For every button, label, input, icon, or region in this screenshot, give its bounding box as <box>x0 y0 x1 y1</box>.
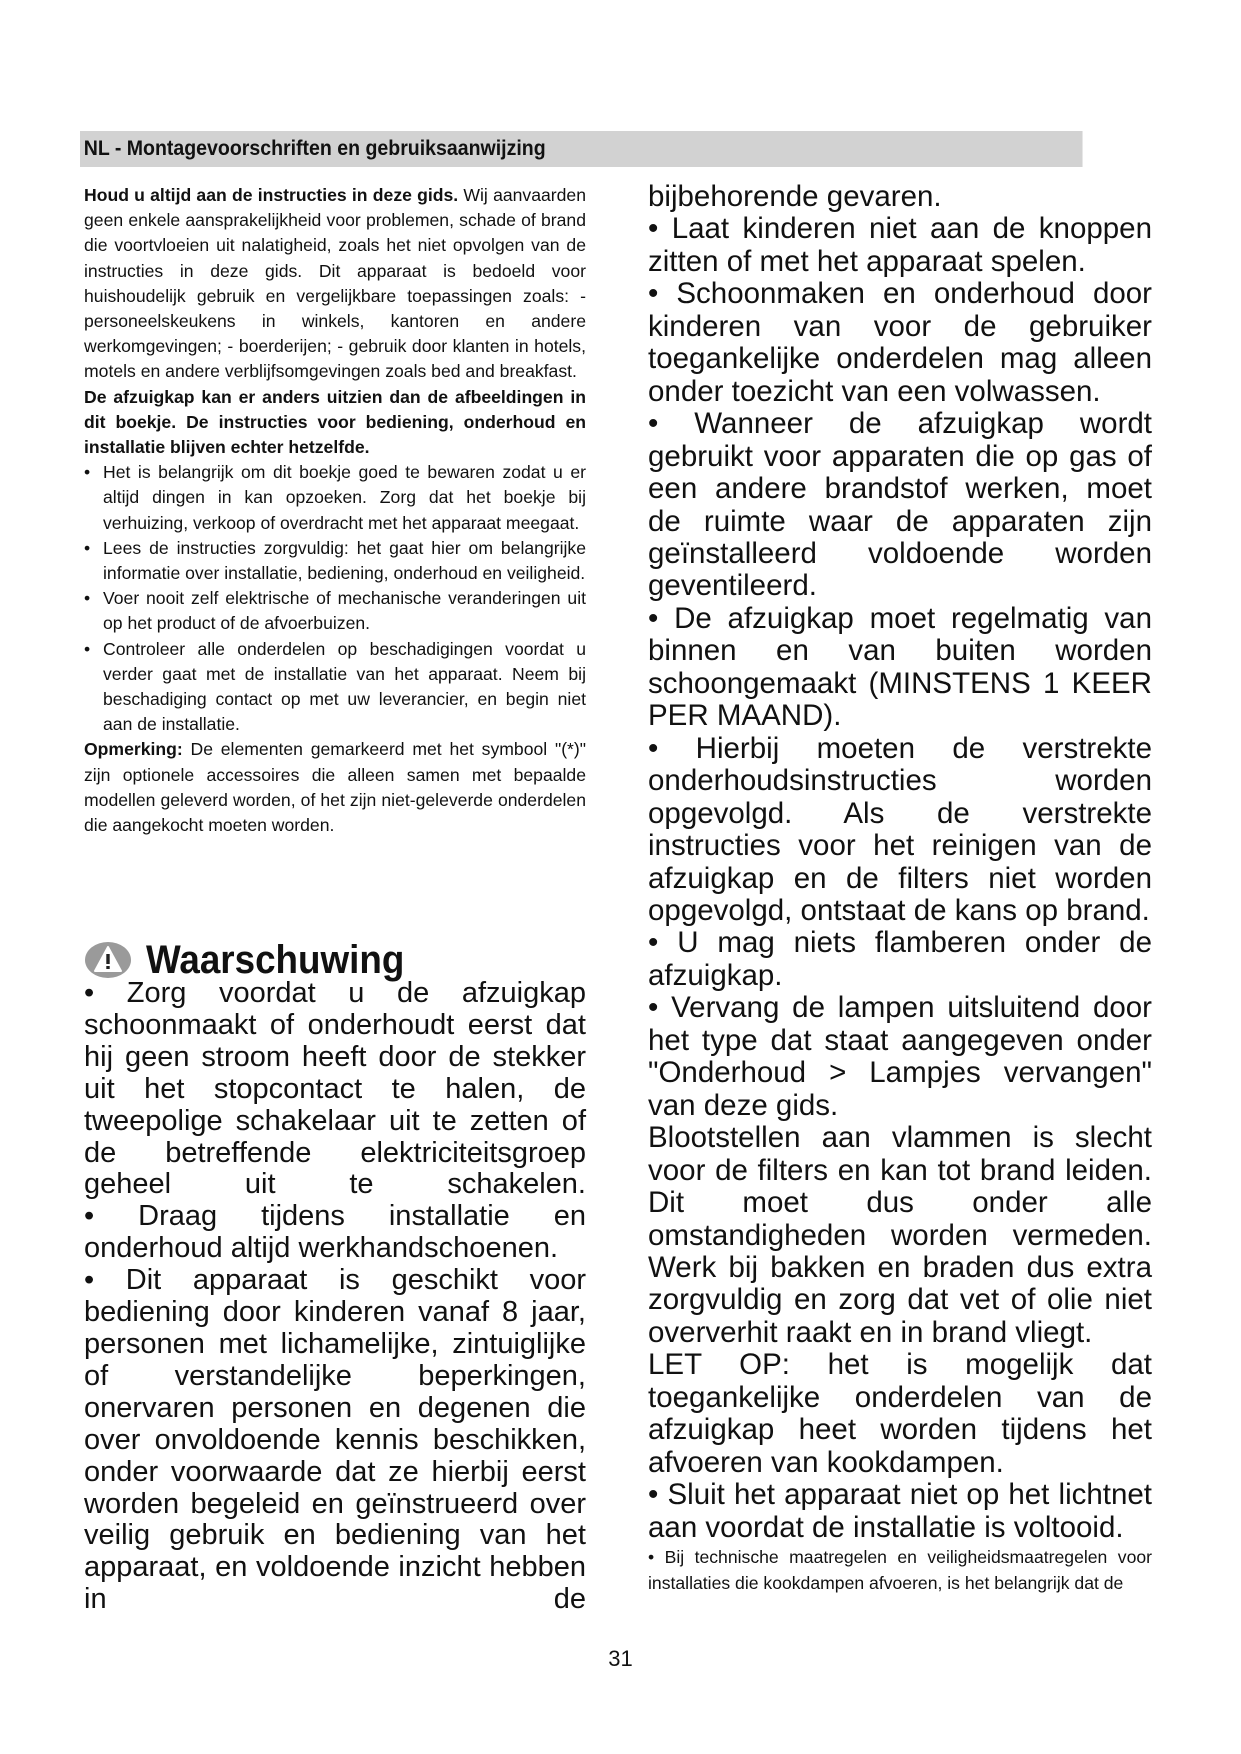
warning-paragraph: • Dit apparaat is geschikt voor bediening door kinderen vanaf 8 jaar, personen met lichamelijke, zintuiglijke of verstandelijke beperkingen, onervaren personen en degenen die over onvoldoende kennis beschikken, onder voorwaarde dat ze hierbij eerst worden begeleid en geïnstrueerd over veilig gebruik en bediening van het apparaat, en voldoende inzicht hebben in de <box>84 1264 586 1616</box>
warning-paragraph: • Sluit het apparaat niet op het lichtnet aan voordat de installatie is voltooid. <box>648 1478 1152 1544</box>
warning-paragraph: LET OP: het is mogelijk dat toegankelijke onderdelen van de afzuigkap heet worden tijdens het afvoeren van kookdampen. <box>648 1348 1152 1479</box>
warning-paragraph: • Wanneer de afzuigkap wordt gebruikt voor apparaten die op gas of een andere brandstof werken, moet de ruimte waar de apparaten zijn geïnstalleerd voldoende worden geventileerd. <box>648 407 1152 603</box>
warning-paragraph: • Draag tijdens installatie en onderhoud altijd werkhandschoenen. <box>84 1200 586 1265</box>
intro-paragraph <box>84 183 586 385</box>
warning-paragraph: Blootstellen aan vlammen is slecht voor de filters en kan tot brand leiden. Dit moet dus onder alle omstandigheden worden vermeden. Werk bij bakken en braden dus extra zorgvuldig en zorg dat vet of olie niet oververhit raakt en in brand vliegt. <box>648 1121 1152 1349</box>
intro-text: Wij aanvaarden geen enkele aansprakelijkheid voor problemen, schade of brand die voortvloeien uit nalatigheid, zoals het niet opvolgen van de instructies in deze gids. Dit apparaat is bedoeld voor huishoudelijk gebruik en vergelijkbare toepassingen zoals: - personeelskeukens in winkels, kantoren en andere werkomgevingen; - boerderijen; - gebruik door klanten in hotels, motels en andere verblijfsomgevingen zoals bed and breakfast. <box>84 185 587 382</box>
warning-left-column <box>84 978 586 1616</box>
intro-bold-lead: Houd u altijd aan de instructies in deze gids. <box>84 185 459 205</box>
warning-right-column <box>648 181 1152 1596</box>
warning-triangle-icon <box>84 940 132 980</box>
list-item: • Controleer alle onderdelen op beschadigingen voordat u verder gaat met de installatie van het apparaat. Neem bij beschadiging contact op met uw leverancier, en begin niet aan de installatie. <box>84 638 586 735</box>
warning-paragraph: • Hierbij moeten de verstrekte onderhoudsinstructies worden opgevolgd. Als de verstrekte instructies voor het reinigen van de afzuigkap en de filters niet worden opgevolgd, ontstaat de kans op brand. <box>648 731 1152 927</box>
remark-text: De elementen gemarkeerd met het symbool "(*)" zijn optionele accessoires die alleen samen met bepaalde modellen geleverd worden, of het zijn niet-geleverde onderdelen die aangekocht moeten worden. <box>84 739 587 836</box>
intro-bold-note: De afzuigkap kan er anders uitzien dan de afbeeldingen in dit boekje. De instructies voor bediening, onderhoud en installatie blijven echter hetzelfde. <box>84 386 586 458</box>
warning-paragraph: • Zorg voordat u de afzuigkap schoonmaakt of onderhoudt eerst dat hij geen stroom heeft door de stekker uit het stopcontact te halen, de tweepolige schakelaar uit te zetten of de betreffende elektriciteitsgroep geheel uit te schakelen. <box>84 977 586 1201</box>
warning-small-paragraph: • Bij technische maatregelen en veiligheidsmaatregelen voor installaties die kookdampen afvoeren, is het belangrijk dat de <box>648 1547 1152 1594</box>
list-item: • Lees de instructies zorgvuldig: het gaat hier om belangrijke informatie over installatie, bediening, onderhoud en veiligheid. <box>84 537 586 584</box>
warning-paragraph: • U mag niets flamberen onder de afzuigkap. <box>648 926 1152 992</box>
warning-title: Waarschuwing <box>146 938 405 982</box>
list-item: • Voer nooit zelf elektrische of mechanische veranderingen uit op het product of de afvoerbuizen. <box>84 588 586 634</box>
intro-bullet-list <box>84 460 586 737</box>
warning-paragraph: • Vervang de lampen uitsluitend door het type dat staat aangegeven onder "Onderhoud > Lampjes vervangen" van deze gids. <box>648 991 1152 1122</box>
intro-column <box>84 183 586 838</box>
warning-paragraph: • Schoonmaken en onderhoud door kinderen van voor de gebruiker toegankelijke onderdelen mag alleen onder toezicht van een volwassen. <box>648 277 1152 408</box>
list-item: • Het is belangrijk om dit boekje goed te bewaren zodat u er altijd dingen in kan opzoeken. Zorg dat het boekje bij verhuizing, verkoop of overdracht met het apparaat meegaat. <box>84 462 586 533</box>
warning-paragraph: • De afzuigkap moet regelmatig van binnen en van buiten worden schoongemaakt (MINSTENS 1 KEER PER MAAND). <box>648 601 1152 733</box>
remark-label: Opmerking: <box>84 739 183 760</box>
page-number: 31 <box>608 1646 633 1671</box>
section-header: NL - Montagevoorschriften en gebruiksaanwijzing <box>80 131 1083 167</box>
warning-paragraph: • Laat kinderen niet aan de knoppen zitten of met het apparaat spelen. <box>648 212 1152 278</box>
warning-paragraph: bijbehorende gevaren. <box>648 180 942 213</box>
remark-paragraph <box>84 737 586 838</box>
